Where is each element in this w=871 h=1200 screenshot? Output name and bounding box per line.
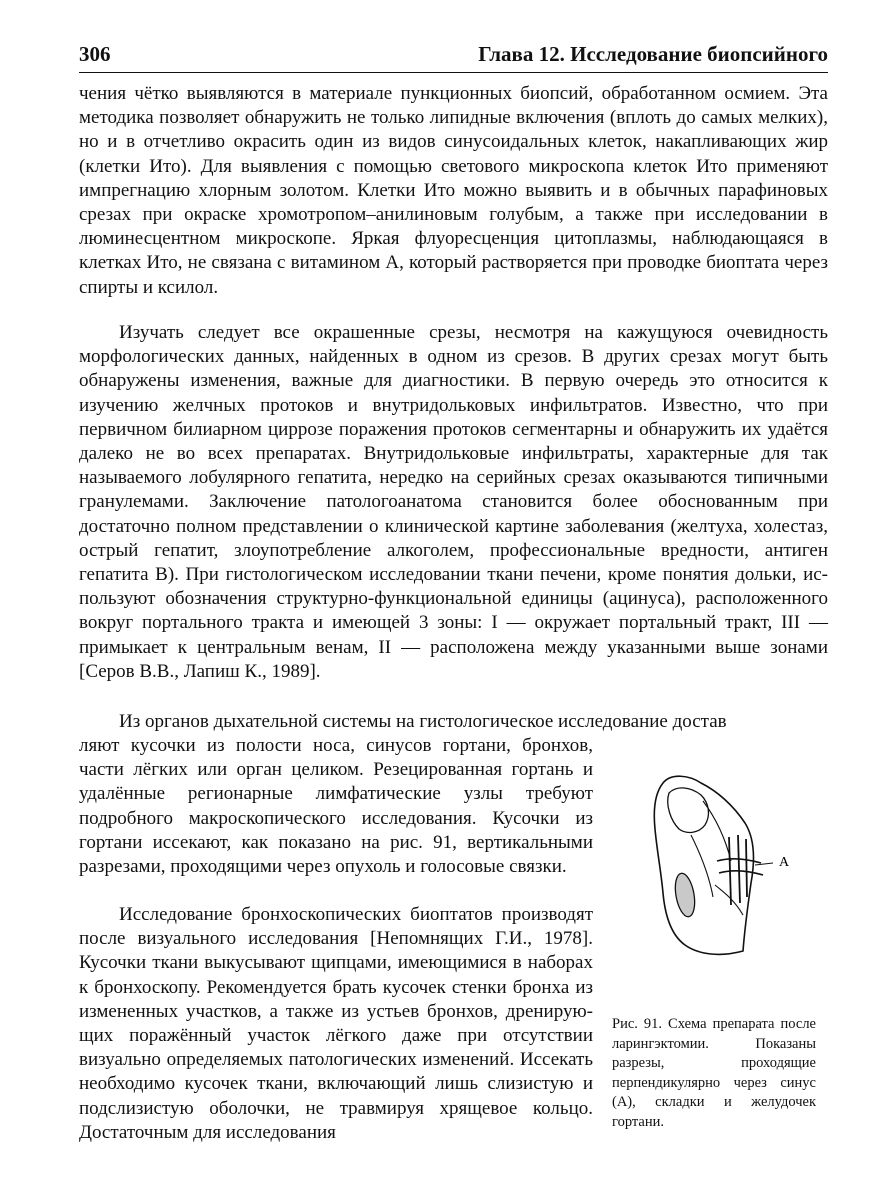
figure-91 (605, 765, 830, 965)
leader-line (755, 863, 773, 865)
cut-line (746, 839, 747, 897)
cut-line (738, 835, 740, 903)
paragraph-4: Исследование бронхоскопических биоптатов производят после визуального исследования [Непомнящих Г.И., 1978]. Кусочки ткани выкусывают щипцами, имеющимися в наборах к бронхоскопу. Рекомендуется брать кусочек стенки бронха из измененных участков, а также из устьев бронхов, дренирующих поражённый участок лёгкого даже при отсутствии визуально определяемых патологических изменений. Иссекать необходимо кусочек ткани, включающий лишь слизистую и подслизистую оболочки, не травмируя хрящевое кольцо. Достаточным для исследования (79, 904, 593, 1143)
cut-line (719, 871, 763, 875)
larynx-specimen-drawing (605, 765, 830, 965)
figure-label-a: А (779, 855, 790, 870)
paragraph-3-continued: ляют кусочки из полости носа, синусов гортани, бронхов, части лёгких или орган целиком. Резецированная гортань и удалённые регионарные лимфатические узлы требуют подробного макроскопического исследования. Кусочки из гортани иссекают, как показано на рис. 91, вертикальными разрезами, проходящими через опухоль и голосовые связки. (79, 735, 593, 878)
running-header (79, 40, 828, 73)
paragraph-1: чения чётко выявляются в материале пункционных биопсий, обработанном осмием. Эта методика позволяет обнаружить не только липидные включения (вплоть до самых мелких), но и в отчетливо окрасить один из видов синусоидальных клеток, накапливающих жир (клетки Ито). Для выявления с помощью светового микроскопа клеток Ито применяют импрегнацию хлорным золотом. Клетки Ито можно выявить и в обычных парафиновых срезах при окраске хромотропом–анилиновым голубым, а также при исследовании в люминесцентном микроскопе. Яркая флуоресценция цитоплазмы, наблюдающаяся в клетках Ито, не связана с витамином А, который растворяется при проводке биоптата через спирты и ксилол. (79, 83, 828, 298)
fold-line (703, 801, 731, 861)
inner-opening (668, 788, 709, 833)
ventricle (672, 872, 697, 918)
chapter-title: Глава 12. Исследование биопсийного (478, 42, 828, 66)
figure-caption: Рис. 91. Схема препарата после ларингэктомии. Показаны разрезы, проходящие перпендикулярно через синус (А), складки и желудочек гортани. (612, 1016, 816, 1130)
page-number: 306 (79, 42, 111, 66)
paragraph-2: Изучать следует все окрашенные срезы, несмотря на кажущуюся очевидность морфологических данных, найденных в одном из срезов. В других срезах могут быть обнаружены изменения, важные для диагностики. В первую очередь это относится к изучению желчных протоков и внутридольковых инфильтратов. Известно, что при первичном билиарном циррозе поражения протоков сегментарны и обнаружить их удаётся далеко не во всех препаратах. Внутридольковые инфильтраты, характерные для так называемого лобулярного гепатита, нередко на серийных срезах оказываются типичными гранулемами. Заключение патологоанатома становится более обоснованным при достаточно полном представлении о клинической картине заболевания (желтуха, холестаз, острый гепатит, злоупотребление алкоголем, профессиональные вредности, антиген гепатита В). При гистологическом исследовании ткани печени, кроме понятия дольки, используют обозначения структурно-функциональной единицы (ацинуса), расположенного вокруг портального тракта и имеющей 3 зоны: I — окружает портальный тракт, III — примыкает к центральным венам, II — расположена между указанными выше зонами [Серов В.В., Лапиш К., 1989]. (79, 322, 828, 682)
paragraph-3-first-line: Из органов дыхательной системы на гистологическое исследование достав (119, 711, 727, 732)
fold-line (691, 835, 713, 897)
